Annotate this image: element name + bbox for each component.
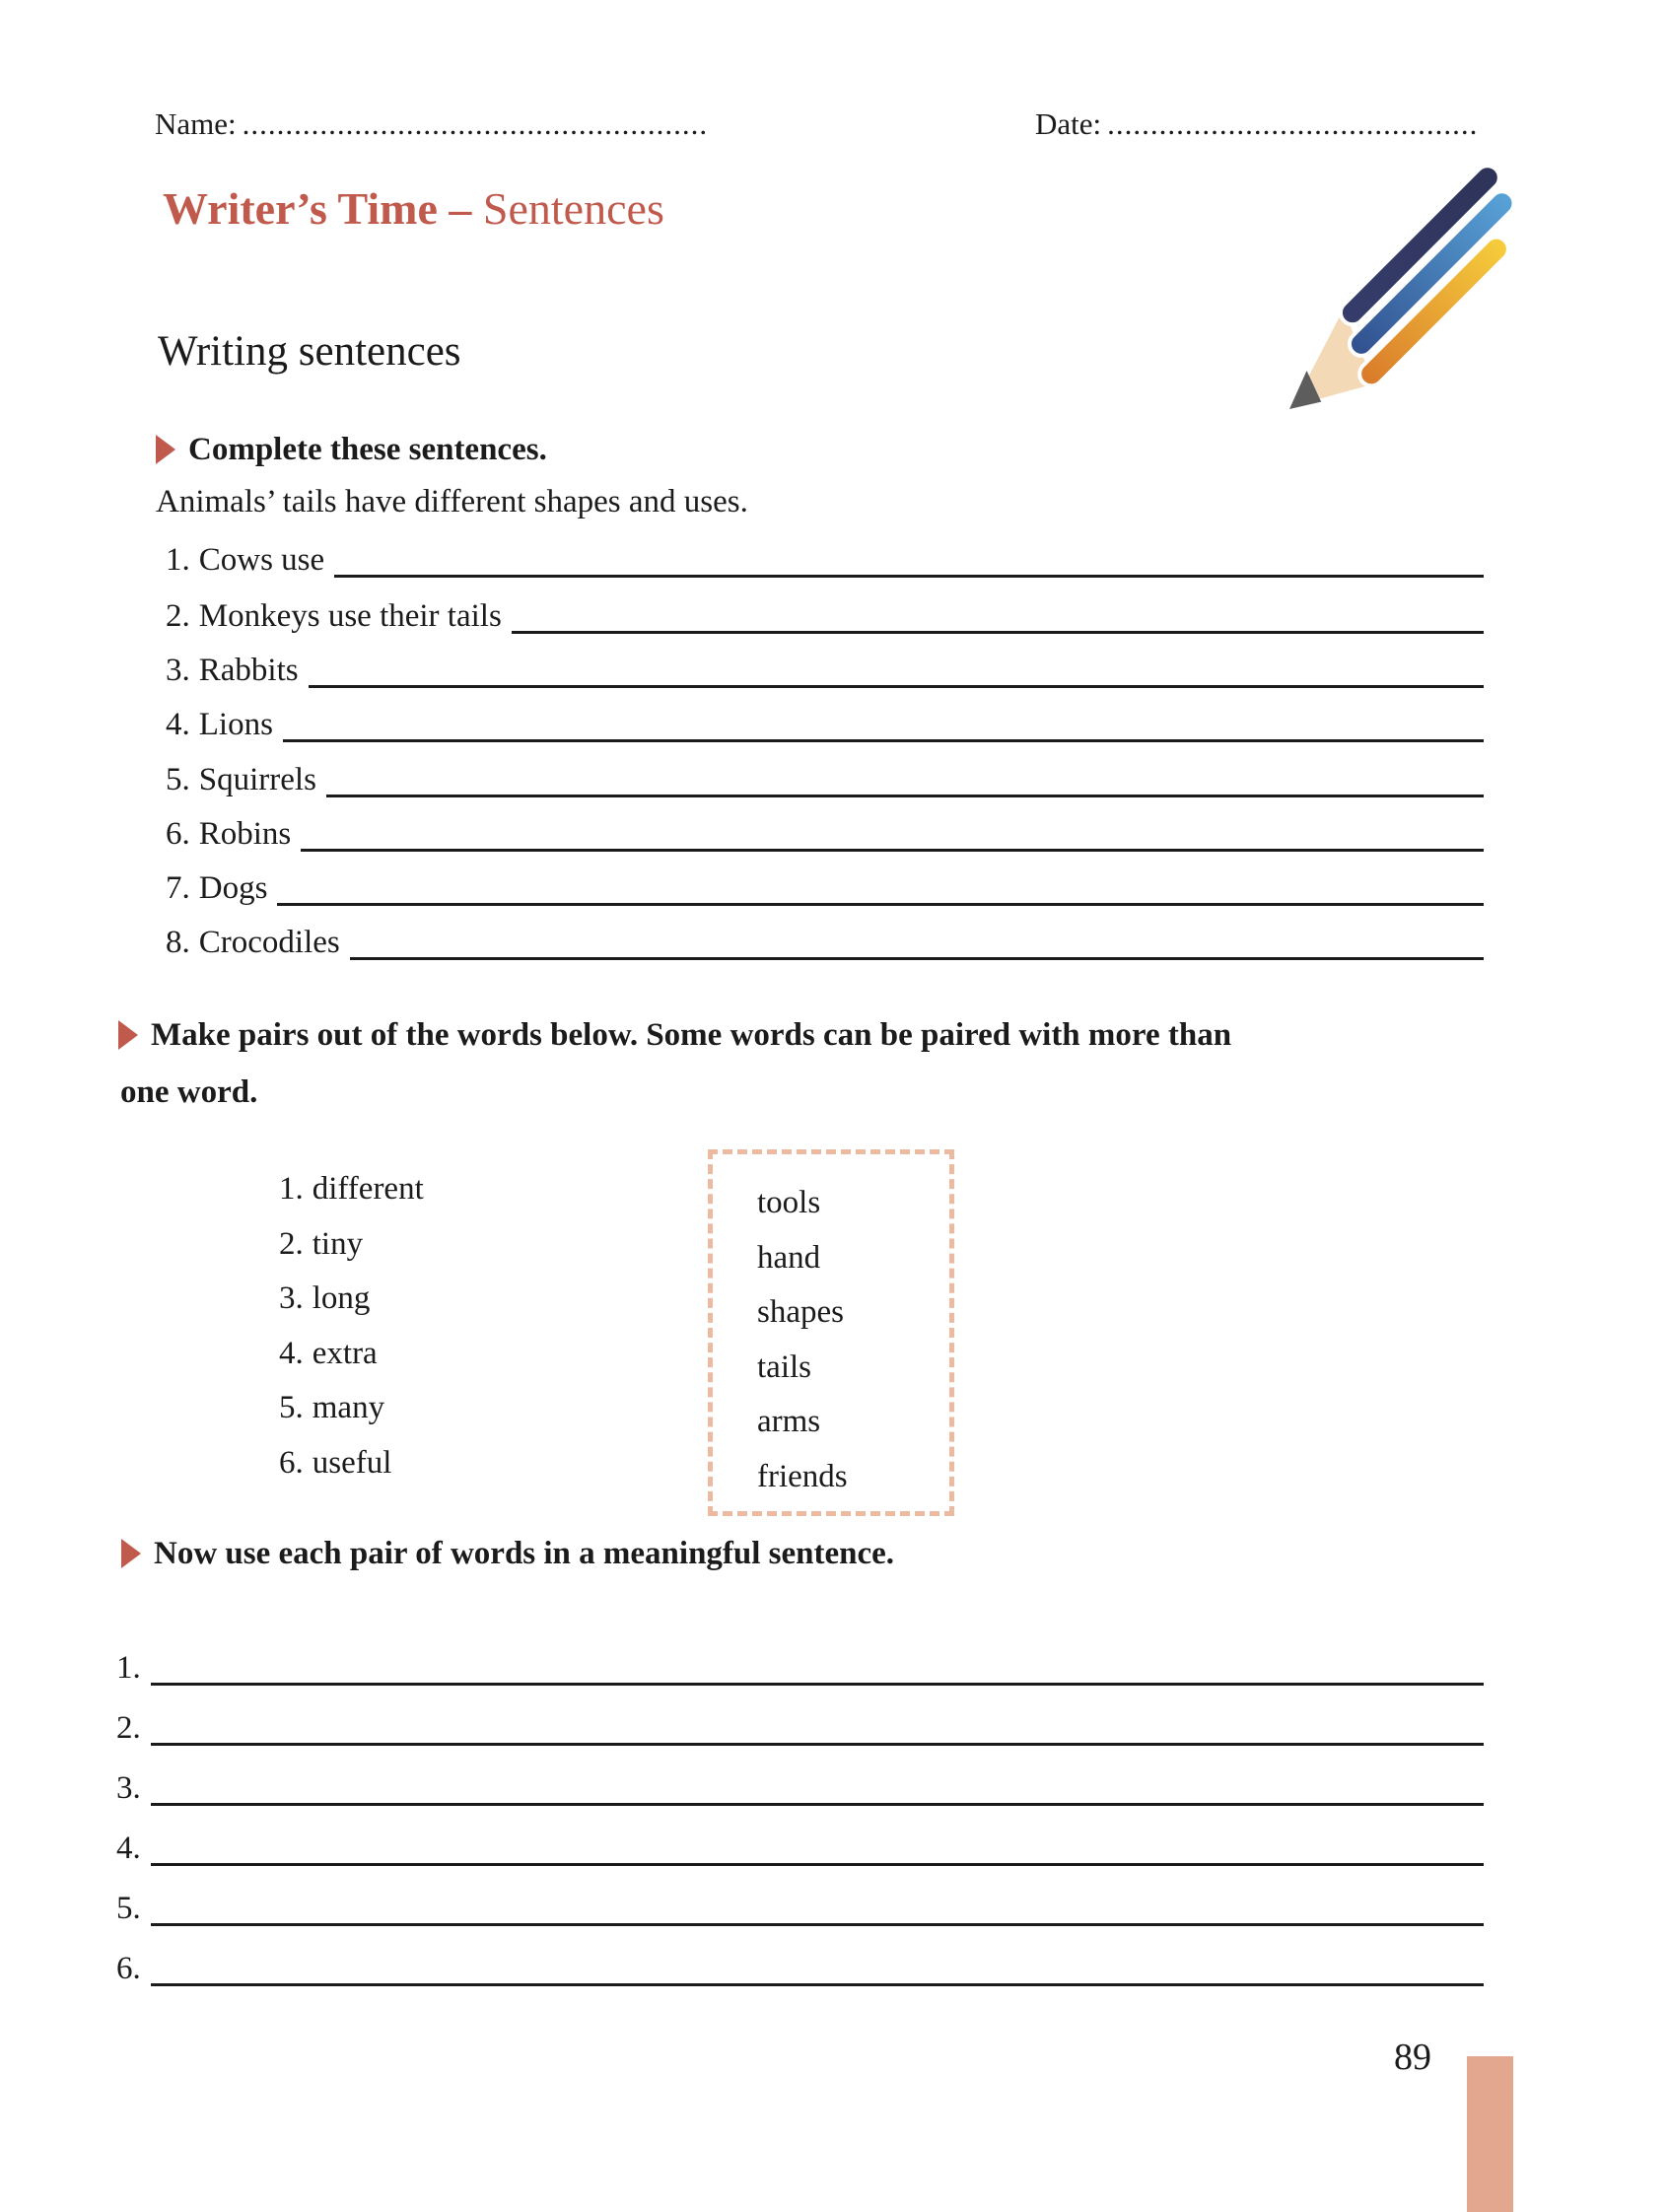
exercise2-instruction-line1: Make pairs out of the words below. Some words can be paired with more than bbox=[151, 1017, 1232, 1053]
item-label: many bbox=[312, 1390, 385, 1425]
answer-line bbox=[151, 1950, 1484, 1986]
name-label: Name: bbox=[155, 106, 237, 141]
item-number: 6. bbox=[279, 1445, 304, 1481]
line-number: 6. bbox=[116, 1951, 141, 1986]
page-edge-bar bbox=[1467, 2056, 1513, 2212]
sentence-completion-row bbox=[166, 541, 1484, 579]
item-label: extra bbox=[312, 1336, 378, 1371]
sentence-writing-row bbox=[116, 1769, 1484, 1807]
item-label: Squirrels bbox=[198, 762, 316, 797]
line-number: 2. bbox=[116, 1710, 141, 1746]
item-label: tiny bbox=[312, 1226, 364, 1262]
answer-line bbox=[283, 706, 1484, 742]
pair-word-item bbox=[279, 1334, 378, 1373]
line-number: 1. bbox=[116, 1650, 141, 1686]
answer-line bbox=[151, 1769, 1484, 1806]
page-title-sub: Sentences bbox=[482, 183, 664, 234]
item-number: 5. bbox=[279, 1390, 304, 1425]
sentence-completion-row bbox=[166, 869, 1484, 907]
item-number: 1. bbox=[166, 542, 190, 578]
word-bank-word: arms bbox=[757, 1404, 821, 1440]
item-label: long bbox=[312, 1280, 371, 1316]
pencil-icon bbox=[1254, 94, 1530, 425]
item-label: useful bbox=[312, 1445, 392, 1481]
exercise1-instruction: Complete these sentences. bbox=[188, 432, 547, 467]
line-number: 5. bbox=[116, 1891, 141, 1926]
sentence-writing-row bbox=[116, 1950, 1484, 1987]
exercise2-instruction-row bbox=[118, 1015, 1231, 1055]
word-bank-word: hand bbox=[757, 1239, 821, 1276]
word-bank-word: shapes bbox=[757, 1294, 844, 1331]
sentence-writing-row bbox=[116, 1890, 1484, 1927]
sentence-writing-row bbox=[116, 1830, 1484, 1867]
date-label: Date: bbox=[1035, 106, 1102, 141]
item-label: Rabbits bbox=[198, 653, 299, 688]
answer-line bbox=[151, 1830, 1484, 1866]
answer-line bbox=[301, 815, 1484, 852]
name-field bbox=[155, 106, 708, 142]
page-title-main: Writer’s Time – bbox=[163, 183, 472, 234]
answer-line bbox=[309, 652, 1484, 688]
word-bank-box bbox=[708, 1149, 954, 1516]
sentence-completion-row bbox=[166, 706, 1484, 743]
line-number: 4. bbox=[116, 1831, 141, 1866]
item-number: 5. bbox=[166, 762, 190, 797]
page-title bbox=[163, 183, 664, 235]
item-number: 2. bbox=[279, 1226, 304, 1262]
section-heading: Writing sentences bbox=[158, 328, 461, 375]
item-number: 3. bbox=[279, 1280, 304, 1316]
name-blank-dots: ...................................................... bbox=[242, 106, 709, 141]
pair-word-item bbox=[279, 1279, 370, 1318]
item-label: Cows use bbox=[198, 542, 325, 578]
answer-line bbox=[512, 597, 1484, 634]
exercise2-instruction-line2: one word. bbox=[120, 1074, 258, 1110]
sentence-completion-row bbox=[166, 924, 1484, 961]
answer-line bbox=[151, 1890, 1484, 1926]
answer-line bbox=[326, 761, 1484, 797]
triangle-bullet-icon bbox=[118, 1020, 138, 1050]
sentence-completion-row bbox=[166, 761, 1484, 798]
item-number: 8. bbox=[166, 925, 190, 960]
answer-line bbox=[151, 1709, 1484, 1746]
exercise3-instruction: Now use each pair of words in a meaningful sentence. bbox=[154, 1536, 895, 1571]
item-number: 4. bbox=[279, 1336, 304, 1371]
answer-line bbox=[277, 869, 1484, 906]
sentence-completion-row bbox=[166, 815, 1484, 853]
pair-word-item bbox=[279, 1388, 384, 1427]
sentence-completion-row bbox=[166, 597, 1484, 635]
answer-line bbox=[151, 1649, 1484, 1686]
sentence-writing-row bbox=[116, 1709, 1484, 1747]
pair-word-item bbox=[279, 1224, 363, 1264]
item-label: Robins bbox=[198, 816, 292, 852]
exercise3-instruction-row bbox=[121, 1534, 894, 1573]
item-number: 1. bbox=[279, 1171, 304, 1207]
item-number: 4. bbox=[166, 707, 190, 742]
answer-line bbox=[334, 541, 1484, 578]
exercise1-intro: Animals’ tails have different shapes and uses. bbox=[156, 484, 748, 519]
sentence-completion-row bbox=[166, 652, 1484, 689]
triangle-bullet-icon bbox=[156, 435, 175, 464]
item-number: 7. bbox=[166, 870, 190, 906]
item-label: Monkeys use their tails bbox=[198, 598, 502, 634]
pair-word-item bbox=[279, 1443, 391, 1483]
answer-line bbox=[350, 924, 1484, 960]
item-label: Dogs bbox=[198, 870, 268, 906]
item-label: Lions bbox=[198, 707, 273, 742]
page-number: 89 bbox=[1394, 2037, 1431, 2078]
word-bank-word: tails bbox=[757, 1348, 811, 1385]
item-number: 2. bbox=[166, 598, 190, 634]
pair-word-item bbox=[279, 1169, 424, 1209]
sentence-writing-row bbox=[116, 1649, 1484, 1687]
item-number: 6. bbox=[166, 816, 190, 852]
item-number: 3. bbox=[166, 653, 190, 688]
word-bank-word: tools bbox=[757, 1185, 821, 1221]
line-number: 3. bbox=[116, 1770, 141, 1806]
word-bank-word: friends bbox=[757, 1458, 848, 1494]
date-blank-dots: ........................................... bbox=[1107, 106, 1479, 141]
item-label: Crocodiles bbox=[198, 925, 340, 960]
exercise1-instruction-row bbox=[156, 430, 547, 469]
triangle-bullet-icon bbox=[121, 1539, 141, 1568]
item-label: different bbox=[312, 1171, 424, 1207]
